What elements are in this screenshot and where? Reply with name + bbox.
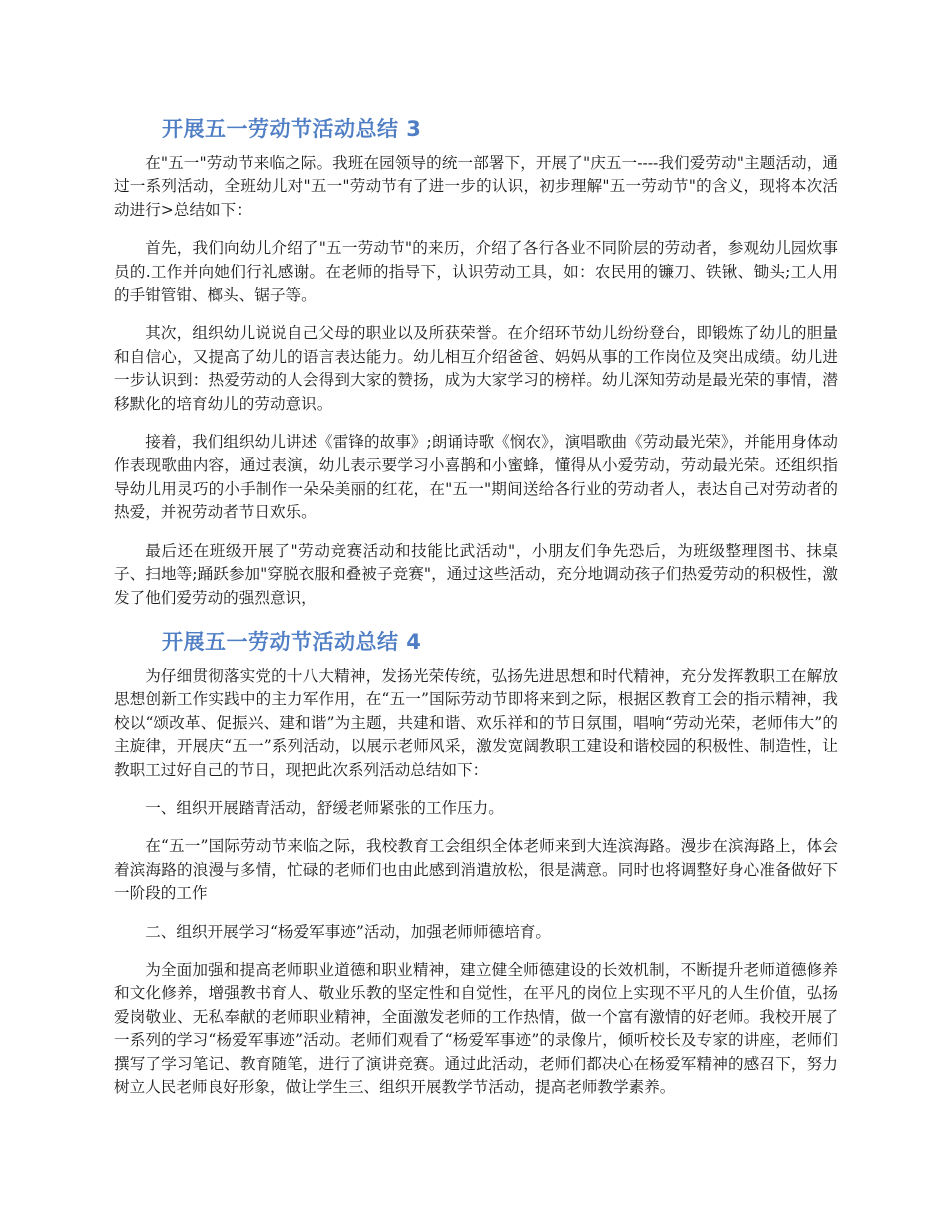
document-content (114, 112, 838, 1114)
paragraph: 在“五一”国际劳动节来临之际，我校教育工会组织全体老师来到大连滨海路。漫步在滨海路上，体会着滨海路的浪漫与多情，忙碌的老师们也由此感到消遣放松，很是满意。同时也将调整好身心准备做好下一阶段的工作 (114, 837, 838, 903)
paragraph: 最后还在班级开展了"劳动竞赛活动和技能比武活动"，小朋友们争先恐后，为班级整理图书、抹桌子、扫地等;踊跃参加"穿脱衣服和叠被子竞赛"，通过这些活动，充分地调动孩子们热爱劳动的积极性，激发了他们爱劳动的强烈意识， (114, 541, 838, 607)
section-title: 开展五一劳动节活动总结 4 (162, 629, 422, 654)
summary-section-4 (114, 625, 838, 1100)
section-title: 开展五一劳动节活动总结 3 (162, 117, 422, 141)
summary-section-3 (114, 112, 838, 610)
paragraph: 二、组织开展学习“杨爱军事迹”活动，加强老师师德培育。 (145, 922, 551, 941)
paragraph: 首先，我们向幼儿介绍了"五一劳动节"的来历，介绍了各行各业不同阶层的劳动者，参观幼儿园炊事员的.工作并向她们行礼感谢。在老师的指导下，认识劳动工具，如：农民用的镰刀、铁锹、锄头;工人用的手钳管钳、榔头、锯子等。 (114, 239, 838, 305)
paragraph: 其次，组织幼儿说说自己父母的职业以及所获荣誉。在介绍环节幼儿纷纷登台，即锻炼了幼儿的胆量和自信心，又提高了幼儿的语言表达能力。幼儿相互介绍爸爸、妈妈从事的工作岗位及突出成绩。幼儿进一步认识到：热爱劳动的人会得到大家的赞扬，成为大家学习的榜样。幼儿深知劳动是最光荣的事情，潜移默化的培育幼儿的劳动意识。 (114, 324, 838, 413)
paragraph: 为仔细贯彻落实党的十八大精神，发扬光荣传统，弘扬先进思想和时代精神，充分发挥教职工在解放思想创新工作实践中的主力军作用，在“五一”国际劳动节即将来到之际，根据区教育工会的指示精神，我校以“颂改革、促振兴、建和谐”为主题，共建和谐、欢乐祥和的节日氛围，唱响“劳动光荣，老师伟大”的主旋律，开展庆“五一”系列活动，以展示老师风采，激发宽阔教职工建设和谐校园的积极性、制造性，让教职工过好自己的节日，现把此次系列活动总结如下： (114, 666, 838, 779)
paragraph: 接着，我们组织幼儿讲述《雷锋的故事》;朗诵诗歌《悯农》，演唱歌曲《劳动最光荣》，并能用身体动作表现歌曲内容，通过表演，幼儿表示要学习小喜鹊和小蜜蜂，懂得从小爱劳动，劳动最光荣。还组织指导幼儿用灵巧的小手制作一朵朵美丽的红花，在"五一"期间送给各行业的劳动者人，表达自己对劳动者的热爱，并祝劳动者节日欢乐。 (114, 433, 838, 522)
paragraph: 一、组织开展踏青活动，舒缓老师紧张的工作压力。 (145, 798, 504, 817)
paragraph: 为全面加强和提高老师职业道德和职业精神，建立健全师德建设的长效机制，不断提升老师道德修养和文化修养，增强教书育人、敬业乐教的坚定性和自觉性，在平凡的岗位上实现不平凡的人生价值，弘扬爱岗敬业、无私奉献的老师职业精神，全面激发老师的工作热情，做一个富有激情的好老师。我校开展了一系列的学习“杨爱军事迹”活动。老师们观看了“杨爱军事迹”的录像片，倾听校长及专家的讲座，老师们撰写了学习笔记、教育随笔，进行了演讲竞赛。通过此活动，老师们都决心在杨爱军精神的感召下，努力树立人民老师良好形象，做让学生三、组织开展教学节活动，提高老师教学素养。 (114, 960, 838, 1096)
paragraph: 在"五一"劳动节来临之际。我班在园领导的统一部署下，开展了"庆五一----我们爱劳动"主题活动，通过一系列活动，全班幼儿对"五一"劳动节有了进一步的认识，初步理解"五一劳动节"的含义，现将本次活动进行>总结如下： (114, 154, 838, 219)
